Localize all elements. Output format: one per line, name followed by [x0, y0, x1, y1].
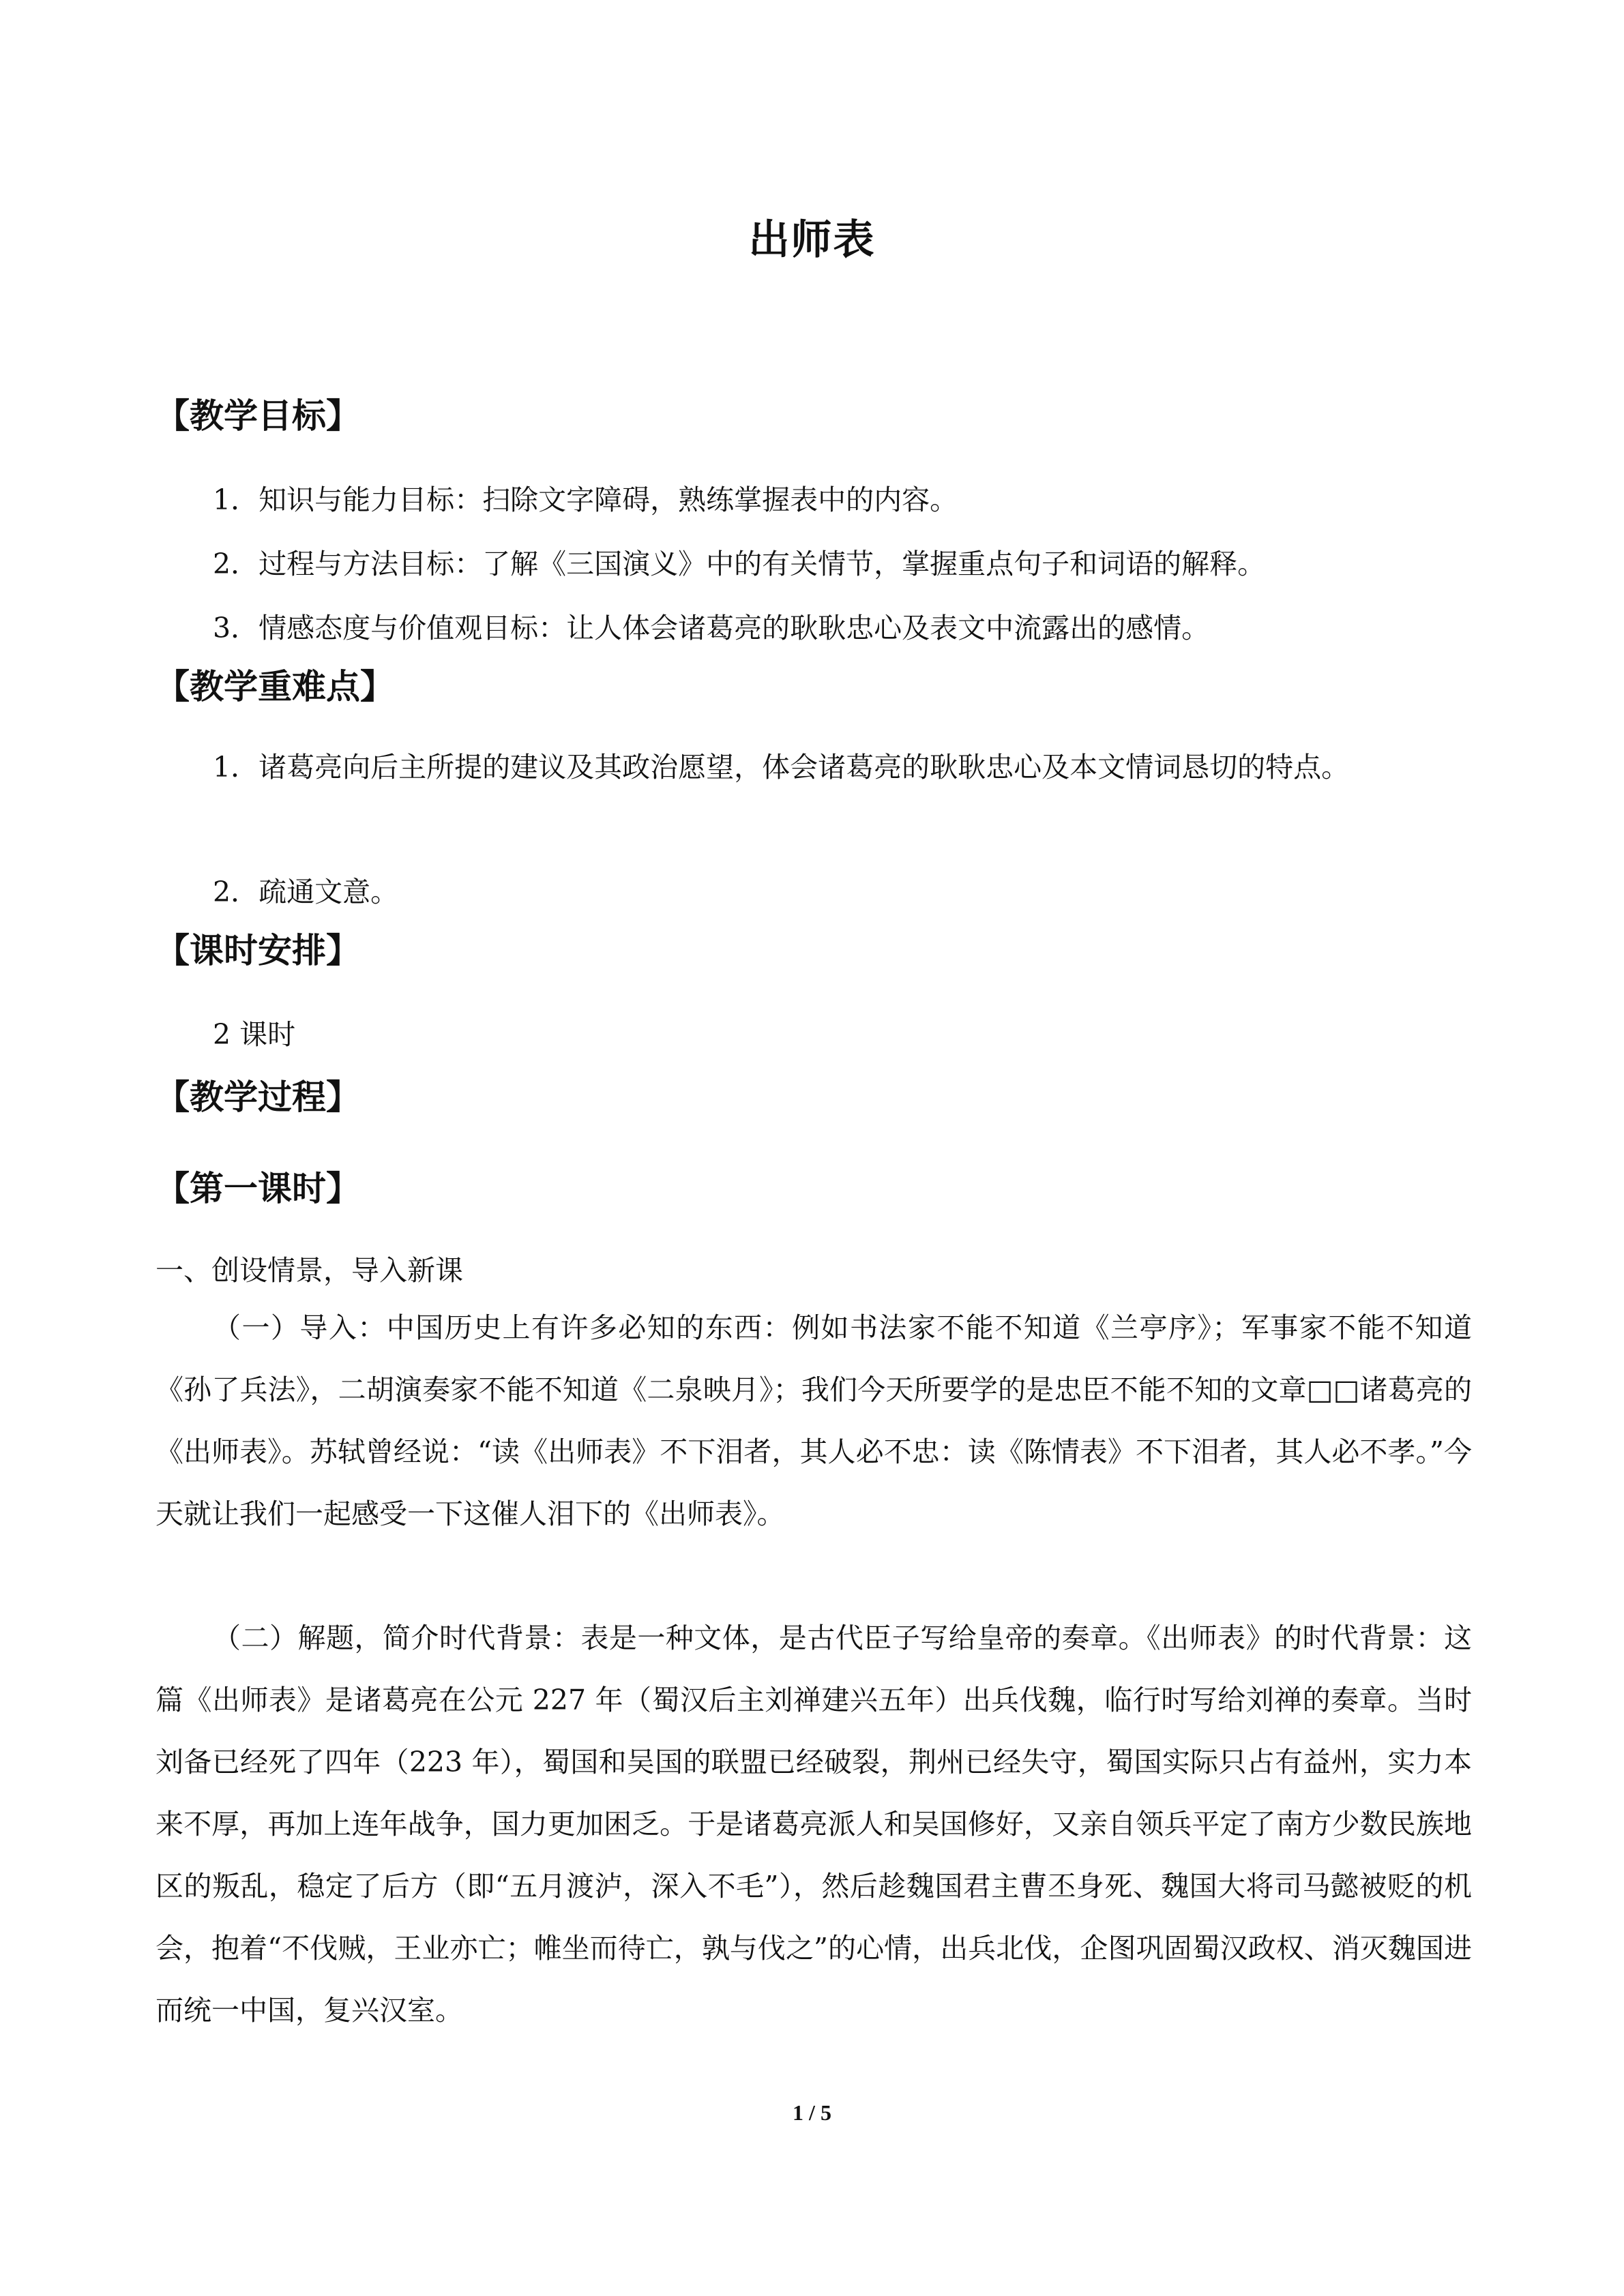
key-point-item-2: 2．疏通文意。 — [213, 876, 399, 908]
key-point-item-1: 1．诸葛亮向后主所提的建议及其政治愿望，体会诸葛亮的耿耿忠心及本文情词恳切的特点。 — [213, 751, 1350, 784]
intro-paragraph: （一）导入：中国历史上有许多必知的东西：例如书法家不能不知道《兰亭序》；军事家不能不知道《孙了兵法》，二胡演奏家不能不知道《二泉映月》；我们今天所要学的是忠臣不能不知的文章□□诸葛亮的《出师表》。苏轼曾经说：“读《出师表》不下泪者，其人必不忠：读《陈情表》不下泪者，其人必不孝。”今天就让我们一起感受一下这催人泪下的《出师表》。 — [156, 1311, 1472, 1530]
objective-item-2: 2．过程与方法目标：了解《三国演义》中的有关情节，掌握重点句子和词语的解释。 — [213, 548, 1266, 580]
page-indicator: 1 / 5 — [793, 2100, 831, 2125]
section-heading-key-points: 【教学重难点】 — [156, 667, 394, 706]
step1-title: 一、创设情景，导入新课 — [156, 1254, 463, 1287]
section-heading-schedule: 【课时安排】 — [156, 931, 360, 970]
background-paragraph: （二）解题，简介时代背景：表是一种文体，是古代臣子写给皇帝的奏章。《出师表》的时代背景：这篇《出师表》是诸葛亮在公元 227 年（蜀汉后主刘禅建兴五年）出兵伐魏，临行时写给刘禅的奏章。当时刘备已经死了四年（223 年），蜀国和吴国的联盟已经破裂，荆州已经失守，蜀国实际只占有益州，实力本来不厚，再加上连年战争，国力更加困乏。于是诸葛亮派人和吴国修好，又亲自领兵平定了南方少数民族地区的叛乱，稳定了后方（即“五月渡泸，深入不毛”），然后趁魏国君主曹丕身死、魏国大将司马懿被贬的机会，抱着“不伐贼，王业亦亡；帷坐而待亡，孰与伐之”的心情，出兵北伐，企图巩固蜀汉政权、消灭魏国进而统一中国，复兴汉室。 — [156, 1622, 1472, 2027]
section-heading-lesson1: 【第一课时】 — [156, 1169, 360, 1208]
objective-item-3: 3．情感态度与价值观目标：让人体会诸葛亮的耿耿忠心及表文中流露出的感情。 — [213, 612, 1210, 644]
schedule-text: 2 课时 — [213, 1018, 296, 1051]
section-heading-objectives: 【教学目标】 — [156, 396, 360, 436]
section-heading-process: 【教学过程】 — [156, 1077, 360, 1117]
page-title: 出师表 — [748, 216, 876, 264]
objective-item-1: 1．知识与能力目标：扫除文字障碍，熟练掌握表中的内容。 — [213, 483, 958, 516]
